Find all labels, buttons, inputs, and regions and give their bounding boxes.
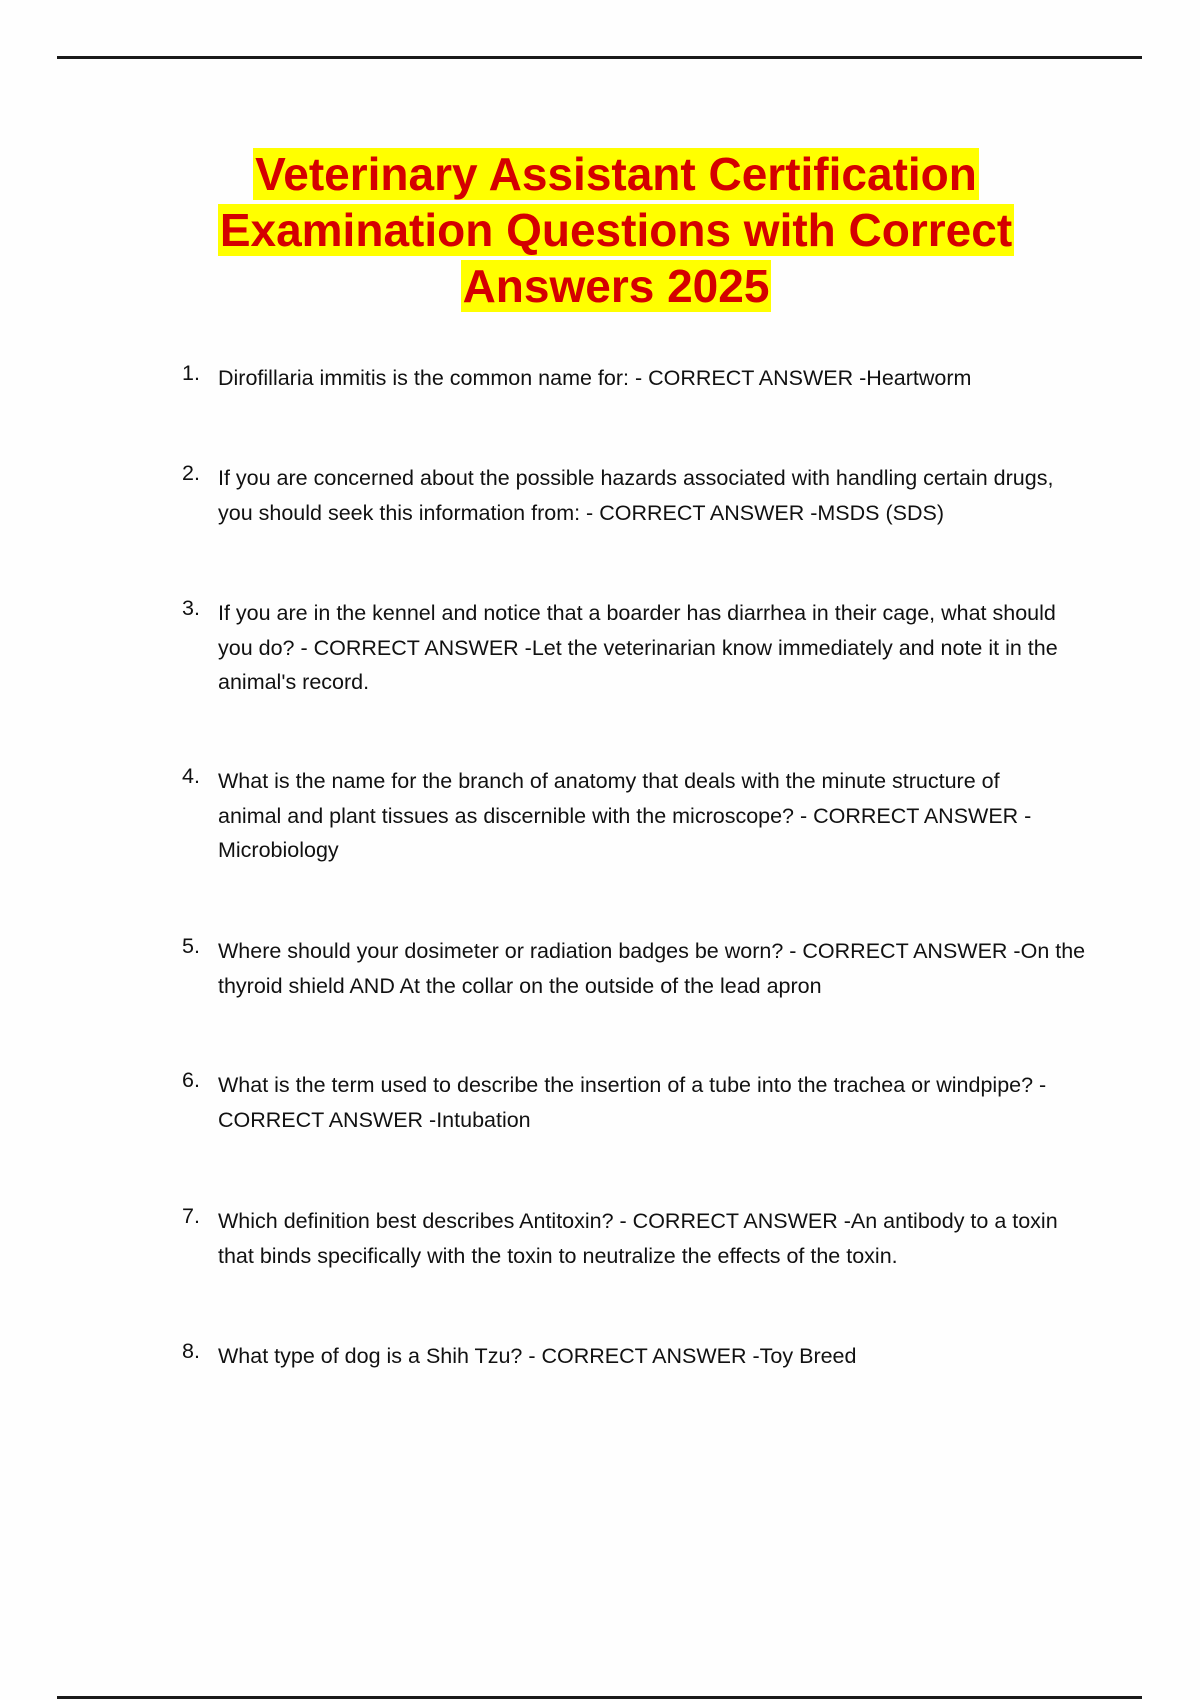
header-rule [57, 56, 1142, 59]
document-title [0, 146, 1200, 314]
question-text: Where should your dosimeter or radiation badges be worn? - CORRECT ANSWER -On the [218, 939, 1086, 963]
question-text: that binds specifically with the toxin to neutralize the effects of the toxin. [218, 1243, 898, 1268]
question-text: CORRECT ANSWER -Intubation [218, 1107, 531, 1132]
question-text: Microbiology [218, 838, 339, 862]
question-number: 7. [182, 1204, 200, 1228]
question-number: 6. [182, 1068, 200, 1092]
title-line [0, 258, 1200, 314]
question-text: If you are concerned about the possible hazards associated with handling certain drugs, [218, 466, 1054, 490]
question-number: 8. [182, 1339, 200, 1363]
question-text: What is the name for the branch of anatomy that deals with the minute structure of [218, 769, 1000, 793]
question-text: you should seek this information from: - CORRECT ANSWER -MSDS (SDS) [218, 500, 945, 525]
question-text: you do? - CORRECT ANSWER -Let the veterinarian know immediately and note it in the [218, 635, 1058, 660]
question-text: Which definition best describes Antitoxin? - CORRECT ANSWER -An antibody to a toxin [218, 1209, 1058, 1233]
question-number: 2. [182, 461, 200, 485]
title-text: Answers 2025 [462, 260, 770, 312]
question-text: If you are in the kennel and notice that a boarder has diarrhea in their cage, what should [218, 601, 1056, 625]
question-text: animal and plant tissues as discernible with the microscope? - CORRECT ANSWER - [218, 803, 1032, 828]
title-text: Veterinary Assistant Certification [255, 148, 977, 200]
question-number: 4. [182, 764, 200, 788]
question-text: What type of dog is a Shih Tzu? - CORRECT ANSWER -Toy Breed [218, 1344, 857, 1368]
question-text: What is the term used to describe the insertion of a tube into the trachea or windpipe? - [218, 1073, 1047, 1097]
title-text: Examination Questions with Correct [219, 204, 1013, 256]
question-text: Dirofillaria immitis is the common name for: - CORRECT ANSWER -Heartworm [218, 366, 972, 390]
title-line [0, 202, 1200, 258]
question-number: 3. [182, 596, 200, 620]
question-number: 5. [182, 934, 200, 958]
question-text: animal's record. [218, 670, 370, 694]
footer-rule [57, 1696, 1142, 1699]
question-text: thyroid shield AND At the collar on the outside of the lead apron [218, 973, 822, 998]
title-line [0, 146, 1200, 202]
question-number: 1. [182, 361, 200, 385]
